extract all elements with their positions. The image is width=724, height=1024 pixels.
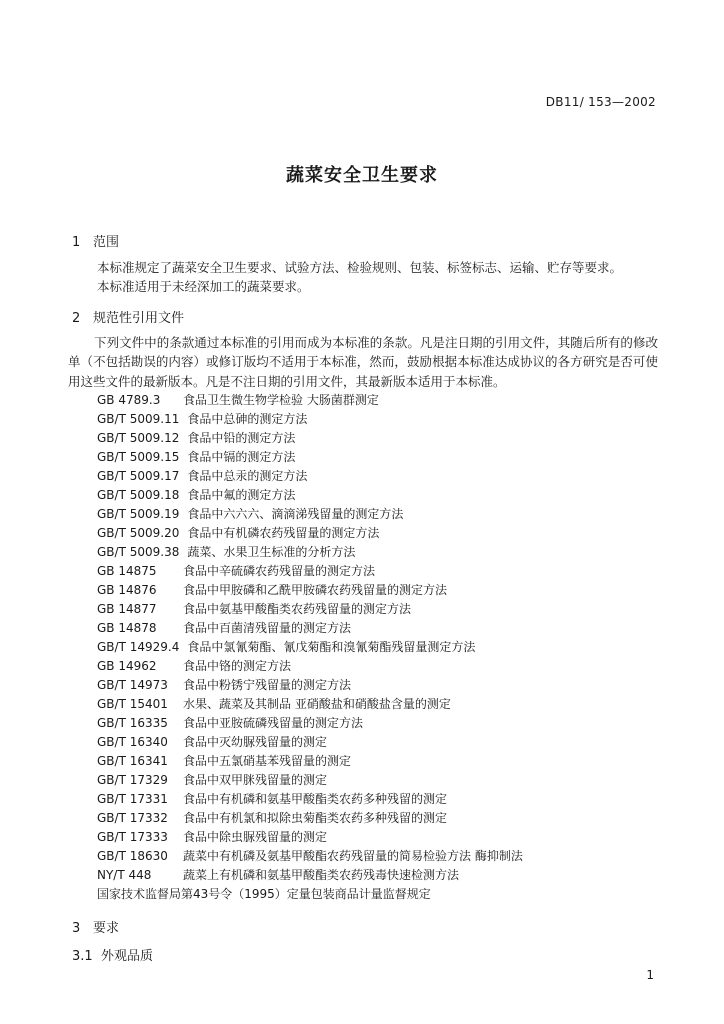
reference-title: 食品中有机磷和氨基甲酸酯类农药多种残留的测定 [183,792,448,806]
reference-item [97,486,523,505]
reference-title: 食品卫生微生物学检验 大肠菌群测定 [183,393,379,407]
reference-code: GB/T 17331 [97,792,168,806]
reference-item [97,524,523,543]
reference-code: GB/T 15401 [97,697,168,711]
reference-title: 食品中氨基甲酸酯类农药残留量的测定方法 [183,602,412,616]
reference-title: 食品中氟的测定方法 [187,488,296,502]
document-title: 蔬菜安全卫生要求 [286,165,438,186]
reference-item [97,885,523,904]
reference-title: 食品中有机氯和拟除虫菊酯类农药多种残留的测定 [183,811,448,825]
reference-code: GB/T 5009.17 [97,469,180,483]
reference-item [97,676,523,695]
reference-title: 食品中百菌清残留量的测定方法 [183,621,352,635]
intro-text: 下列文件中的条款通过本标准的引用而成为本标准的条款。凡是注日期的引用文件，其随后所有的修改单（不包括勘误的内容）或修订版均不适用于本标准，然而，鼓励根据本标准达成协议的各方研究是否可使用这些文件的最新版本。凡是不注日期的引用文件，其最新版本适用于本标准。 [68,335,658,389]
reference-item [97,657,523,676]
reference-item [97,581,523,600]
page-number: 1 [646,968,654,982]
reference-item [97,790,523,809]
reference-item [97,505,523,524]
reference-item [97,600,523,619]
section-title: 要求 [93,921,120,936]
reference-item [97,467,523,486]
reference-item [97,714,523,733]
section-number: 3 [72,921,81,936]
reference-code: GB 14875 [97,564,157,578]
reference-code: GB/T 16341 [97,754,168,768]
reference-code: GB/T 17332 [97,811,168,825]
scope-paragraph-1: 本标准规定了蔬菜安全卫生要求、试验方法、检验规则、包装、标签标志、运输、贮存等要求。 [97,260,623,275]
section-number: 2 [72,311,81,326]
reference-item [97,733,523,752]
reference-code: GB 4789.3 [97,393,161,407]
reference-code: GB/T 17333 [97,830,168,844]
reference-title: 食品中辛硫磷农药残留量的测定方法 [183,564,376,578]
reference-code: GB 14878 [97,621,157,635]
standard-code: DB11/ 153—2002 [545,95,656,109]
reference-title: 食品中镉的测定方法 [187,450,296,464]
reference-title: 食品中铬的测定方法 [183,659,292,673]
section-title: 范围 [93,235,120,250]
reference-title: 食品中铅的测定方法 [187,431,296,445]
section-2-heading [72,307,184,326]
reference-title: 食品中总汞的测定方法 [187,469,308,483]
reference-item [97,752,523,771]
reference-code: GB 14876 [97,583,157,597]
reference-code: GB/T 16335 [97,716,168,730]
reference-code: GB/T 18630 [97,849,168,863]
section-3-heading [72,917,119,936]
reference-title: 食品中除虫脲残留量的测定 [183,830,328,844]
section-title: 外观品质 [101,949,154,964]
reference-title: 国家技术监督局第43号令（1995）定量包装商品计量监督规定 [97,887,431,901]
reference-item [97,429,523,448]
reference-title: 食品中亚胺硫磷残留量的测定方法 [183,716,364,730]
reference-code: GB/T 14929.4 [97,640,180,654]
reference-title: 食品中氯氰菊酯、氰戊菊酯和溴氰菊酯残留量测定方法 [187,640,476,654]
reference-item [97,638,523,657]
reference-title: 蔬菜上有机磷和氨基甲酸酯类农药残毒快速检测方法 [183,868,460,882]
reference-code: GB/T 5009.18 [97,488,180,502]
reference-title: 食品中灭幼脲残留量的测定 [183,735,328,749]
reference-item [97,866,523,885]
reference-code: GB/T 5009.20 [97,526,180,540]
reference-item [97,410,523,429]
reference-code: GB/T 5009.38 [97,545,180,559]
reference-item [97,809,523,828]
reference-title: 食品中六六六、滴滴涕残留量的测定方法 [187,507,404,521]
section-title: 规范性引用文件 [93,311,185,326]
reference-title: 食品中总砷的测定方法 [187,412,308,426]
scope-paragraph-2: 本标准适用于未经深加工的蔬菜要求。 [97,279,310,294]
reference-title: 水果、蔬菜及其制品 亚硝酸盐和硝酸盐含量的测定 [183,697,451,711]
reference-code: GB/T 16340 [97,735,168,749]
reference-title: 食品中五氯硝基苯残留量的测定 [183,754,352,768]
reference-item [97,771,523,790]
section-number: 1 [72,235,81,250]
reference-item [97,562,523,581]
reference-item [97,847,523,866]
reference-title: 食品中甲胺磷和乙酰甲胺磷农药残留量的测定方法 [183,583,448,597]
reference-code: GB/T 5009.12 [97,431,180,445]
reference-code: GB/T 17329 [97,773,168,787]
reference-item [97,828,523,847]
reference-code: GB/T 5009.19 [97,507,180,521]
reference-code: GB/T 5009.15 [97,450,180,464]
reference-title: 蔬菜中有机磷及氨基甲酸酯农药残留量的简易检验方法 酶抑制法 [183,849,523,863]
reference-item [97,448,523,467]
reference-code: GB/T 5009.11 [97,412,180,426]
reference-list [97,391,523,904]
reference-title: 蔬菜、水果卫生标准的分析方法 [187,545,356,559]
reference-code: NY/T 448 [97,868,152,882]
normative-references-intro [68,333,658,391]
section-3-1-heading [72,945,153,964]
reference-title: 食品中双甲脒残留量的测定 [183,773,328,787]
reference-item [97,391,523,410]
reference-item [97,619,523,638]
reference-item [97,543,523,562]
reference-code: GB 14962 [97,659,157,673]
reference-title: 食品中粉锈宁残留量的测定方法 [183,678,352,692]
reference-code: GB/T 14973 [97,678,168,692]
reference-code: GB 14877 [97,602,157,616]
section-number: 3.1 [72,949,93,964]
reference-title: 食品中有机磷农药残留量的测定方法 [187,526,380,540]
reference-item [97,695,523,714]
section-1-heading [72,231,119,250]
